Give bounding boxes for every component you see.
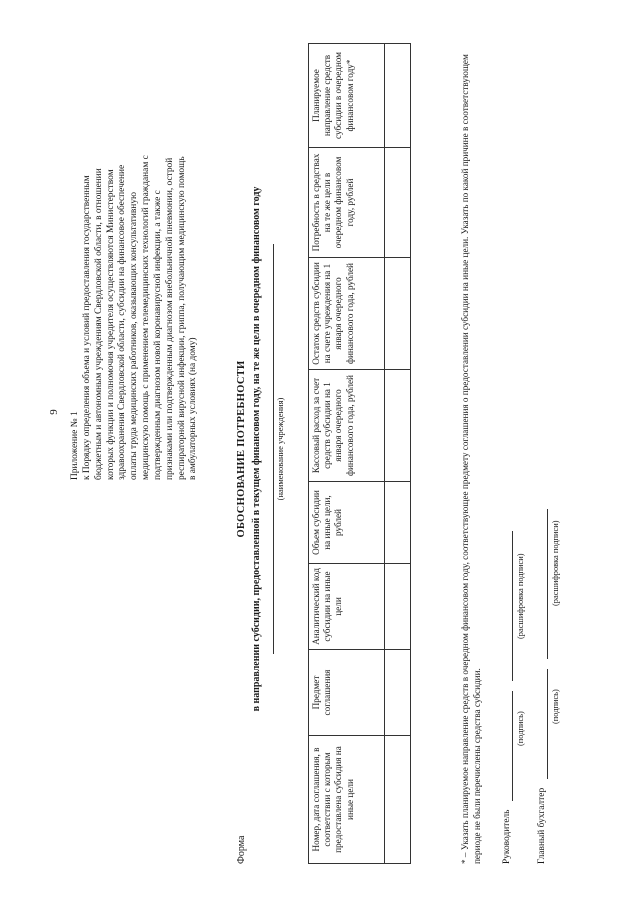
head-decode-line[interactable] — [512, 531, 513, 681]
appendix-header — [70, 26, 200, 480]
accountant-signature-block — [537, 364, 577, 864]
institution-name-caption: (наименование учреждения) — [274, 397, 285, 501]
column-header: Аналитический код субсидии на иные цели — [309, 564, 385, 650]
accountant-label: Главный бухгалтер — [537, 787, 547, 864]
appendix-line: которых функции и полномочия учредителя осуществляются Министерством — [105, 169, 116, 480]
head-signature-line[interactable] — [512, 691, 513, 801]
appendix-line: респираторной вирусной инфекции, гриппа, получающим медицинскую помощь — [176, 156, 187, 480]
table-cell[interactable] — [385, 482, 411, 564]
appendix-line: здравоохранения Свердловской области, субсидии на финансовое обеспечение — [117, 164, 128, 480]
column-header: Номер, дата соглашения, в соответствии с которым предоставлена субсидия на иные цели — [309, 736, 385, 864]
head-signature-caption: (подпись) — [516, 711, 525, 746]
head-decode-caption: (расшифровка подписи) — [516, 553, 525, 639]
accountant-decode-line[interactable] — [547, 509, 548, 659]
column-header: Объем субсидии на иные цели, рублей — [309, 482, 385, 564]
appendix-line: признаками или подтвержденным диагнозом внебольничной пневмонии, острой — [164, 157, 175, 480]
footnote: * – Указать планируемое направление средств в очередном финансовом году, соответствующее предмету соглашения о предоставлении субсидии на иные цели. Указать по какой причине в соответствующем периоде не были перечислены средства субсидии. — [460, 54, 482, 864]
document-subtitle: в направлении субсидии, предоставленной в текущем финансовом году, на те же цели в очередном финансовом году — [250, 186, 262, 712]
appendix-line: оплаты труда медицинских работников, оказывающих консультативную — [129, 191, 140, 480]
document-page — [40, 22, 600, 882]
appendix-line: бюджетным и автономным учреждениям Свердловской области, в отношении — [93, 168, 104, 480]
table-cell[interactable] — [385, 370, 411, 482]
justification-table — [308, 43, 411, 864]
document-title: ОБОСНОВАНИЕ ПОТРЕБНОСТИ — [236, 360, 247, 538]
form-label: Форма — [236, 835, 247, 864]
appendix-line: Приложение № 1 — [70, 411, 80, 480]
column-header: Предмет соглашения — [309, 650, 385, 736]
column-header: Потребность в средствах на те же цели в очередном финансовом году, рублей — [309, 148, 385, 258]
accountant-signature-caption: (подпись) — [551, 689, 560, 724]
document-titles — [236, 34, 285, 864]
table-cell[interactable] — [385, 258, 411, 370]
accountant-decode-caption: (расшифровка подписи) — [551, 520, 560, 606]
table-header-row — [309, 44, 385, 864]
appendix-line: подтвержденным диагнозом новой коронавирусной инфекции, а также с — [152, 190, 163, 480]
column-header: Кассовый расход за счет средств субсидии на 1 января очередного финансового года, рублей — [309, 370, 385, 482]
column-header: Остаток средств субсидии на счете учреждения на 1 января очередного финансового года, рублей — [309, 258, 385, 370]
appendix-line: к Порядку определения объема и условий предоставления государственным — [81, 175, 92, 480]
table-row — [385, 44, 411, 864]
institution-name-line[interactable] — [273, 244, 274, 654]
appendix-line: медицинскую помощь с применением телемедицинских технологий гражданам с — [141, 155, 152, 480]
table-cell[interactable] — [385, 736, 411, 864]
head-label: Руководитель — [502, 809, 512, 864]
column-header: Планируемое направление средств субсидии в очередном финансовом году* — [309, 44, 385, 148]
accountant-signature-line[interactable] — [547, 669, 548, 779]
table-cell[interactable] — [385, 44, 411, 148]
head-signature-block — [502, 364, 542, 864]
table-cell[interactable] — [385, 564, 411, 650]
appendix-line: в амбулаторных условиях (на дому) — [188, 337, 199, 480]
table-cell[interactable] — [385, 148, 411, 258]
table-cell[interactable] — [385, 650, 411, 736]
page-number: 9 — [48, 409, 60, 415]
